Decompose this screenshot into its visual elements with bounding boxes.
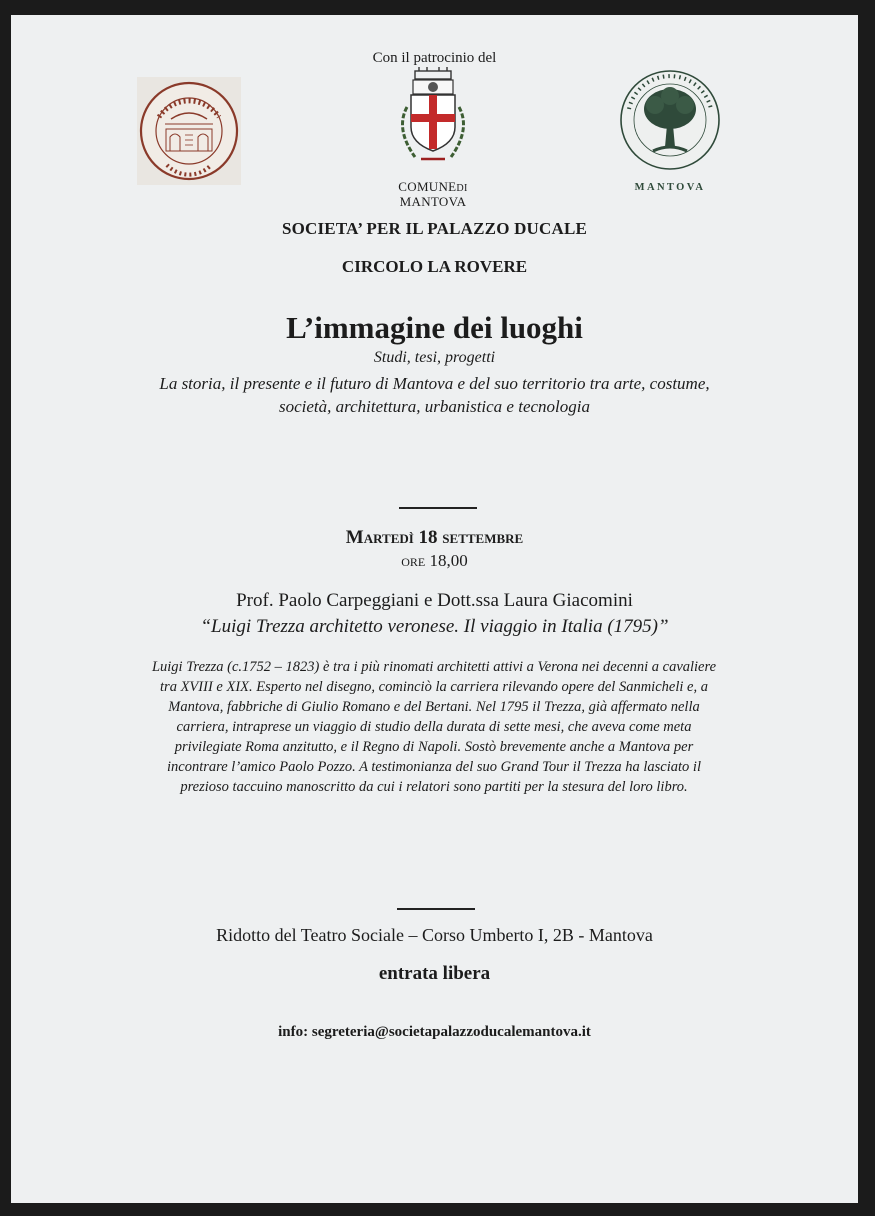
circolo-la-rovere-oak-icon — [615, 69, 725, 193]
event-time — [11, 551, 858, 571]
palazzo-ducale-seal-icon — [137, 77, 241, 185]
divider-top — [399, 507, 477, 509]
rovere-caption: MANTOVA — [634, 182, 706, 193]
flyer-page — [11, 15, 858, 1203]
crest-caption-line2: MANTOVA — [399, 194, 467, 209]
divider-bottom — [397, 908, 475, 910]
organizer-palazzo-ducale: SOCIETA’ PER IL PALAZZO DUCALE — [281, 219, 588, 238]
comune-mantova-crest-icon — [385, 67, 481, 209]
description-line: Luigi Trezza (c.1752 – 1823) è tra i più rinomati architetti attivi a Verona nei decenni a cavaliere — [151, 659, 717, 675]
event-speakers: Prof. Paolo Carpeggiani e Dott.ssa Laura Giacomini — [236, 590, 633, 611]
description-line: incontrare l’amico Paolo Pozzo. A testimonianza del suo Grand Tour il Trezza ha lasciato il — [167, 759, 701, 775]
event-venue: Ridotto del Teatro Sociale – Corso Umberto I, 2B - Mantova — [216, 925, 653, 945]
entry-note: entrata libera — [378, 963, 491, 984]
event-description-heading — [11, 372, 858, 418]
subtitle-line-2: società, architettura, urbanistica e tecnologia — [279, 397, 590, 416]
description-line: tra XVIII e XIX. Esperto nel disegno, cominciò la carriera rilevando opere del Sanmicheli e, a — [160, 679, 708, 695]
description-line: carriera, intraprese un viaggio di studio della durata di sette mesi, che aveva come meta — [176, 719, 692, 735]
patronage-text: Con il patrocinio del — [372, 50, 497, 66]
time-value: 18,00 — [429, 551, 468, 570]
event-title: L’immagine dei luoghi — [286, 310, 583, 345]
subtitle-line-1: La storia, il presente e il futuro di Mantova e del suo territorio tra arte, costume, — [159, 374, 710, 393]
time-prefix: ore — [401, 551, 426, 570]
description-line: privilegiate Roma anzitutto, e il Regno di Napoli. Sostò brevemente anche a Mantova per — [174, 739, 694, 755]
description-line: Mantova, fabbriche di Giulio Romano e del Bertani. Nel 1795 il Trezza, già affermato nella — [168, 699, 700, 715]
description-line: prezioso taccuino manoscritto da cui i relatori sono partiti per la stesura del loro libro. — [180, 779, 688, 795]
contact-info: info: segreteria@societapalazzoducalemantova.it — [278, 1024, 591, 1040]
crest-caption-small: DI — [456, 183, 468, 194]
event-subtitle: Studi, tesi, progetti — [373, 349, 496, 366]
talk-title: “Luigi Trezza architetto veronese. Il viaggio in Italia (1795)” — [200, 616, 669, 637]
talk-description — [93, 657, 775, 797]
crest-caption-line1: COMUNE — [398, 179, 457, 194]
event-date: Martedì 18 settembre — [345, 527, 524, 548]
organizer-circolo-la-rovere: CIRCOLO LA ROVERE — [341, 257, 528, 276]
